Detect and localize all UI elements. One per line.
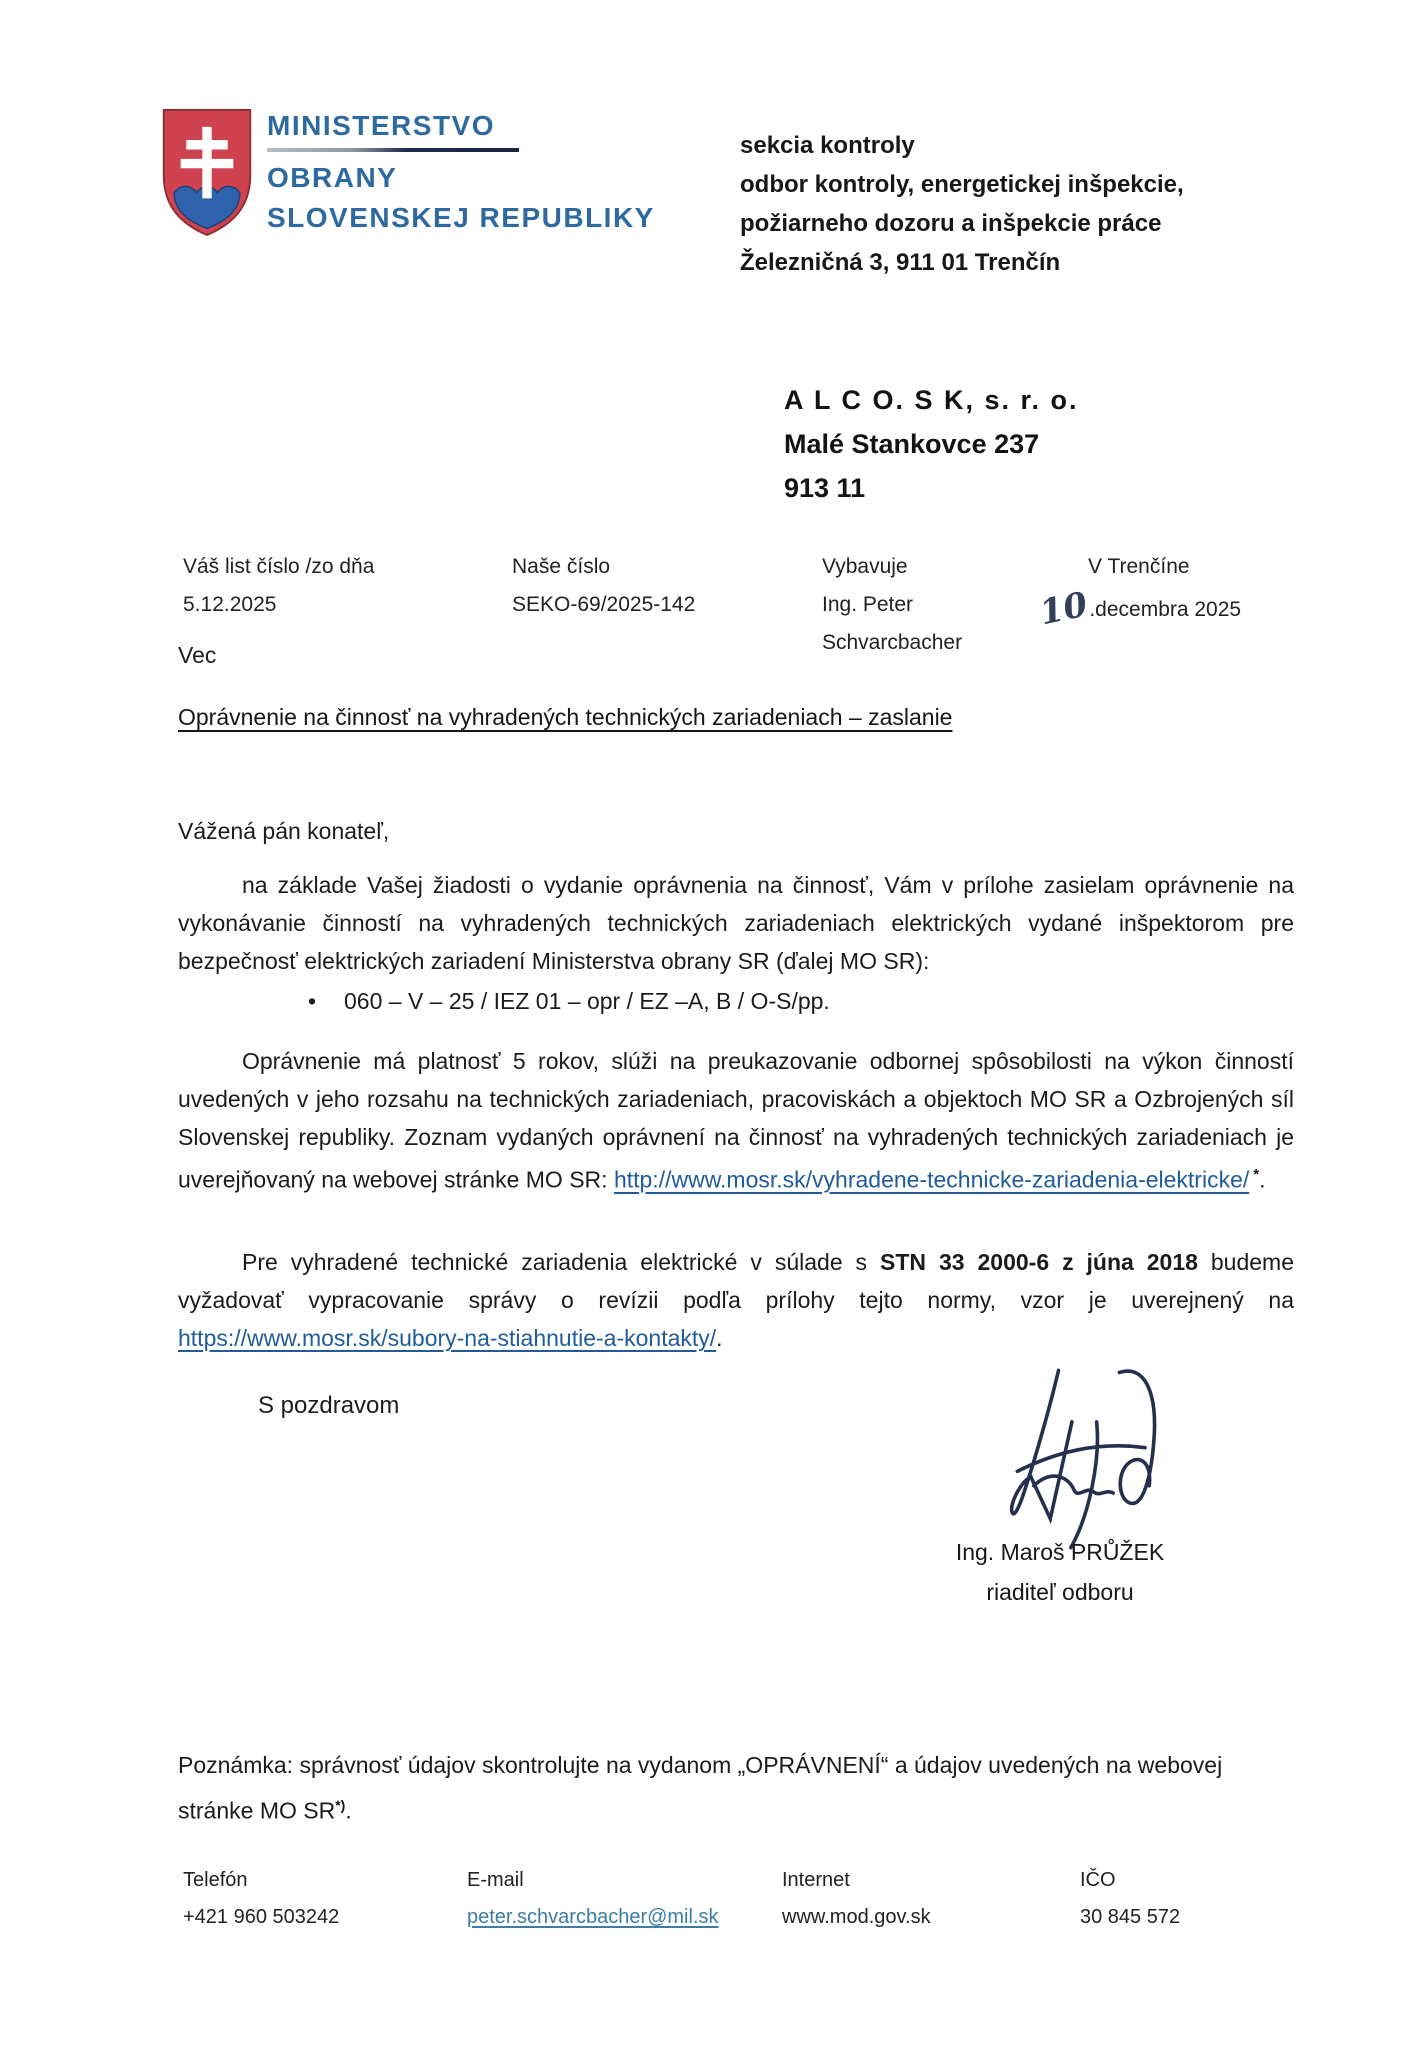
ref-our-number bbox=[512, 548, 695, 624]
ref-your-letter-label: Váš list číslo /zo dňa bbox=[183, 555, 375, 578]
footer-internet-value: www.mod.gov.sk bbox=[782, 1906, 931, 1928]
recipient-postcode: 913 11 bbox=[784, 473, 866, 503]
footer-ico-label: IČO bbox=[1080, 1869, 1116, 1891]
ref-handled-by-label: Vybavuje bbox=[822, 555, 908, 578]
department-line-1: sekcia kontroly bbox=[740, 132, 915, 159]
link-vyhradene-technicke-zariadenia[interactable]: http://www.mosr.sk/vyhradene-technicke-zariadenia-elektricke/ bbox=[613, 1166, 1250, 1193]
paragraph-3-text-1: Pre vyhradené technické zariadenia elektrické v súlade s bbox=[242, 1249, 881, 1275]
ref-handled-by-name-line1: Ing. Peter bbox=[822, 593, 914, 616]
bullet-item-row bbox=[308, 988, 830, 1015]
paragraph-2 bbox=[178, 1042, 1294, 1199]
paragraph-3-period: . bbox=[716, 1325, 723, 1351]
ministry-logotype bbox=[267, 110, 655, 234]
ref-our-number-value: SEKO-69/2025-142 bbox=[512, 593, 696, 616]
signer-block bbox=[930, 1532, 1190, 1612]
bullet-icon: • bbox=[308, 988, 317, 1014]
authorization-number: 060 – V – 25 / IEZ 01 – opr / EZ –A, B / O-S/pp. bbox=[344, 988, 830, 1014]
footer-phone-label: Telefón bbox=[183, 1869, 248, 1891]
footnote-period: . bbox=[345, 1797, 352, 1824]
standard-reference: STN 33 2000-6 z júna 2018 bbox=[880, 1249, 1198, 1275]
department-line-3: požiarneho dozoru a inšpekcie práce bbox=[740, 210, 1162, 237]
ref-place-label: V Trenčíne bbox=[1088, 555, 1190, 578]
footer-email bbox=[467, 1862, 719, 1936]
signer-name: Ing. Maroš PRŮŽEK bbox=[955, 1539, 1165, 1565]
subject-label: Vec bbox=[178, 642, 217, 668]
footer-phone bbox=[183, 1862, 339, 1936]
ref-date-text: .decembra 2025 bbox=[1089, 598, 1242, 621]
ministry-name-line2: OBRANY bbox=[267, 162, 398, 193]
paragraph-2-text: Oprávnenie má platnosť 5 rokov, slúži na preukazovanie odbornej spôsobilosti na výkon činností uvedených v jeho rozsahu na technických zariadeniach, pracoviskách a objektoch MO SR a Ozbrojených síl Slovenskej republiky. Zoznam vydaných oprávnení na činnosť na vyhradených technických zariadeniach je uverejňovaný na webovej stránke MO SR: bbox=[178, 1048, 1294, 1193]
department-line-2: odbor kontroly, energetickej inšpekcie, bbox=[740, 171, 1184, 198]
footer-phone-value: +421 960 503242 bbox=[183, 1906, 340, 1928]
salutation: Vážená pán konateľ, bbox=[178, 818, 390, 844]
link-subory-na-stiahnutie[interactable]: https://www.mosr.sk/subory-na-stiahnutie-a-kontakty/ bbox=[178, 1325, 717, 1351]
farewell: S pozdravom bbox=[258, 1392, 400, 1419]
footnote-superscript: *) bbox=[335, 1797, 346, 1813]
subject-title: Oprávnenie na činnosť na vyhradených technických zariadeniach – zaslanie bbox=[178, 704, 953, 730]
ref-date-value bbox=[1036, 584, 1242, 634]
department-address: Železničná 3, 911 01 Trenčín bbox=[740, 249, 1061, 276]
paragraph-1: na základe Vašej žiadosti o vydanie oprávnenia na činnosť, Vám v prílohe zasielam oprávnenie na vykonávanie činností na vyhradených technických zariadeniach elektrických vydané inšpektorom pre bezpečnosť elektrických zariadení Ministerstva obrany SR (ďalej MO SR): bbox=[178, 872, 1294, 974]
signer-title: riaditeľ odboru bbox=[986, 1579, 1134, 1605]
footer-ico bbox=[1080, 1862, 1180, 1936]
recipient-company: A L C O. S K, s. r. o. bbox=[784, 385, 1079, 415]
department-block bbox=[740, 126, 1184, 282]
logo-underline bbox=[267, 148, 519, 152]
footer-email-label: E-mail bbox=[467, 1869, 524, 1891]
footnote bbox=[178, 1745, 1298, 1831]
handwritten-day: 10 bbox=[1036, 584, 1091, 634]
recipient-block bbox=[784, 378, 1079, 510]
paragraph-3-text-2: budeme vyžadovať vypracovanie správy o revízii podľa prílohy tejto normy, vzor je uverejnený na bbox=[178, 1249, 1294, 1313]
ref-your-letter-value: 5.12.2025 bbox=[183, 593, 277, 616]
ref-handled-by-name-line2: Schvarcbacher bbox=[822, 631, 963, 654]
ministry-name-line1: MINISTERSTVO bbox=[267, 110, 496, 141]
footer-ico-value: 30 845 572 bbox=[1080, 1906, 1181, 1928]
slovak-coat-of-arms-icon bbox=[160, 106, 254, 238]
ministry-name-line3: SLOVENSKEJ REPUBLIKY bbox=[267, 202, 655, 233]
paragraph-3 bbox=[178, 1243, 1294, 1357]
footnote-text: Poznámka: správnosť údajov skontrolujte na vydanom „OPRÁVNENÍ“ a údajov uvedených na webovej stránke MO SR bbox=[178, 1752, 1223, 1824]
ref-place-date bbox=[1036, 548, 1242, 634]
recipient-street: Malé Stankovce 237 bbox=[784, 429, 1040, 459]
ref-handled-by bbox=[822, 548, 962, 662]
ref-our-number-label: Naše číslo bbox=[512, 555, 611, 578]
handwritten-signature bbox=[972, 1362, 1178, 1558]
paragraph-2-period: . bbox=[1259, 1166, 1266, 1193]
footer-internet bbox=[782, 1862, 931, 1936]
footer-email-link[interactable]: peter.schvarcbacher@mil.sk bbox=[467, 1906, 719, 1928]
footer-internet-label: Internet bbox=[782, 1869, 850, 1891]
ref-your-letter bbox=[183, 548, 374, 624]
footnote-asterisk: * bbox=[1253, 1166, 1260, 1183]
